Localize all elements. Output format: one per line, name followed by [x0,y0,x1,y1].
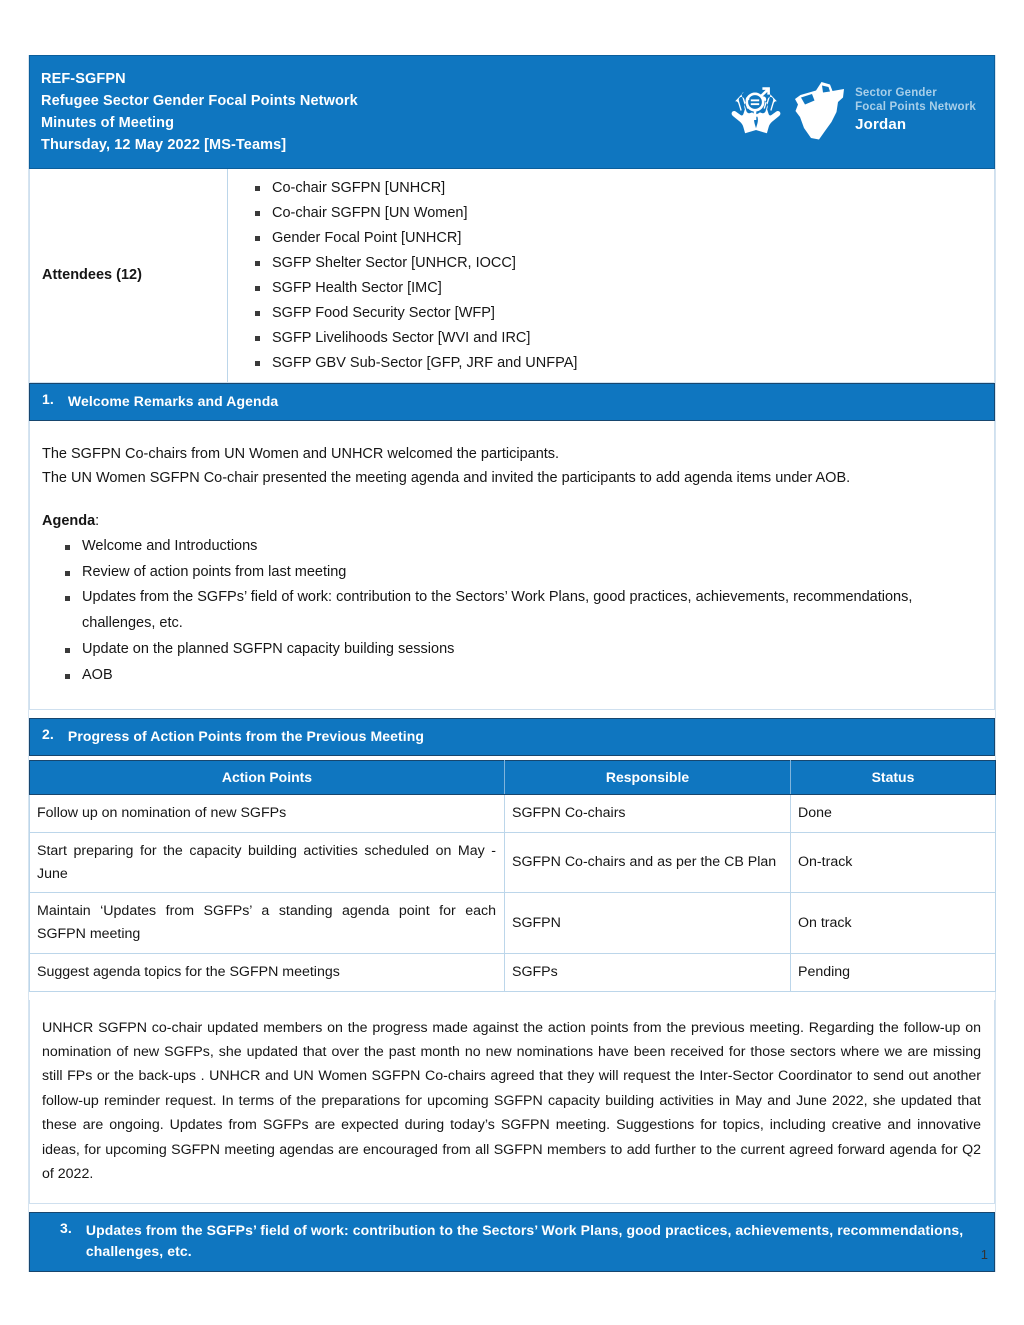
list-item: SGFP Health Sector [IMC] [272,276,986,301]
document-header [29,55,995,169]
cell-status: Pending [791,953,996,991]
cell-responsible: SGFPN Co-chairs [505,795,791,833]
section-2-narrative [29,1000,995,1204]
list-item: Update on the planned SGFPN capacity building sessions [82,637,980,663]
cell-responsible: SGFPN [505,893,791,953]
header-network-name: Refugee Sector Gender Focal Points Network [41,93,358,110]
table-row [30,795,996,833]
welcome-paragraph-2: The UN Women SGFPN Co-chair presented the meeting agenda and invited the participants to add agenda items under AOB. [42,469,851,486]
section-2-title: Progress of Action Points from the Previous Meeting [67,727,425,744]
section-1-body [29,421,995,709]
section-1-title: Welcome Remarks and Agenda [67,392,279,409]
cell-action: Maintain ‘Updates from SGFPs’ a standing agenda point for each SGFPN meeting [30,893,505,953]
list-item: SGFP Livelihoods Sector [WVI and IRC] [272,326,986,351]
logo-line-3: Jordan [855,115,907,133]
column-header-responsible: Responsible [505,761,791,795]
cell-status: On-track [791,832,996,892]
section-gap [29,710,995,718]
section-3-title: Updates from the SGFPs’ field of work: contribution to the Sectors’ Work Plans, good practices, achievements, recommendations, challenges, etc. [85,1221,964,1260]
list-item: SGFP Food Security Sector [WFP] [272,301,986,326]
section-2-number: 2. [42,725,54,742]
organization-logo [727,66,982,156]
table-row [30,893,996,953]
table-row [30,832,996,892]
header-date: Thursday, 12 May 2022 [MS-Teams] [41,137,287,154]
cell-status: Done [791,795,996,833]
cell-action: Suggest agenda topics for the SGFPN meetings [30,953,505,991]
table-row [30,953,996,991]
agenda-list [42,534,980,689]
cell-responsible: SGFPs [505,953,791,991]
agenda-label: Agenda: [42,513,100,530]
list-item: Gender Focal Point [UNHCR] [272,226,986,251]
header-ref: REF-SGFPN [41,71,126,87]
action-points-table [29,760,996,991]
section-3-number: 3. [60,1219,72,1236]
header-title-block [41,66,358,156]
cell-action: Follow up on nomination of new SGFPs [30,795,505,833]
page-number: 1 [980,1247,988,1262]
jordan-map-icon [792,78,848,144]
logo-wordmark [855,86,976,136]
list-item: Updates from the SGFPs’ field of work: contribution to the Sectors’ Work Plans, good practices, achievements, recommendations, challenges, etc. [82,585,980,637]
document-body [28,55,996,1272]
attendees-label: Attendees (12) [30,169,228,382]
welcome-paragraph-1: The SGFPN Co-chairs from UN Women and UNHCR welcomed the participants. [42,446,560,463]
list-item: Review of action points from last meeting [82,560,980,586]
paragraph-gap [29,992,995,1000]
section-1-number: 1. [42,390,54,407]
logo-line-2: Focal Points Network [855,100,976,113]
header-doc-type: Minutes of Meeting [41,115,175,132]
attendees-list [228,169,994,382]
list-item: Co-chair SGFPN [UN Women] [272,201,986,226]
logo-line-1: Sector Gender [855,86,937,99]
list-item: Co-chair SGFPN [UNHCR] [272,176,986,201]
cell-responsible: SGFPN Co-chairs and as per the CB Plan [505,832,791,892]
cell-status: On track [791,893,996,953]
section-header-1 [29,383,995,422]
section-header-3 [29,1212,995,1272]
list-item: AOB [82,663,980,689]
progress-paragraph: UNHCR SGFPN co-chair updated members on the progress made against the action points from the previous meeting. Regarding the follow-up on nomination of new SGFPs, she updated that over the past month no new nominations have been received for those sectors where we are missing still FPs or the back-ups . UNHCR and UN Women SGFPN Co-chairs agreed that they will request the Inter-Sector Coordinator to send out another follow-up reminder request. In terms of the preparations for upcoming SGFPN capacity building activities in May and June 2022, she updated that these are ongoing. Updates from SGFPs are expected during today’s SGFPN meeting. Suggestions for topics, including creative and innovative ideas, for upcoming SGFPN meeting agendas are encouraged from all SGFPN members to add further to the current agreed forward agenda for Q2 of 2022. [42,1019,981,1183]
list-item: SGFP GBV Sub-Sector [GFP, JRF and UNFPA] [272,351,986,376]
list-item: Welcome and Introductions [82,534,980,560]
table-header-row [30,761,996,795]
attendees-table [29,169,995,383]
column-header-status: Status [791,761,996,795]
hands-holding-gender-equality-icon [727,80,785,142]
list-item: SGFP Shelter Sector [UNHCR, IOCC] [272,251,986,276]
section-header-2 [29,718,995,757]
section-gap-2 [29,1204,995,1212]
cell-action: Start preparing for the capacity building activities scheduled on May - June [30,832,505,892]
column-header-action-points: Action Points [30,761,505,795]
